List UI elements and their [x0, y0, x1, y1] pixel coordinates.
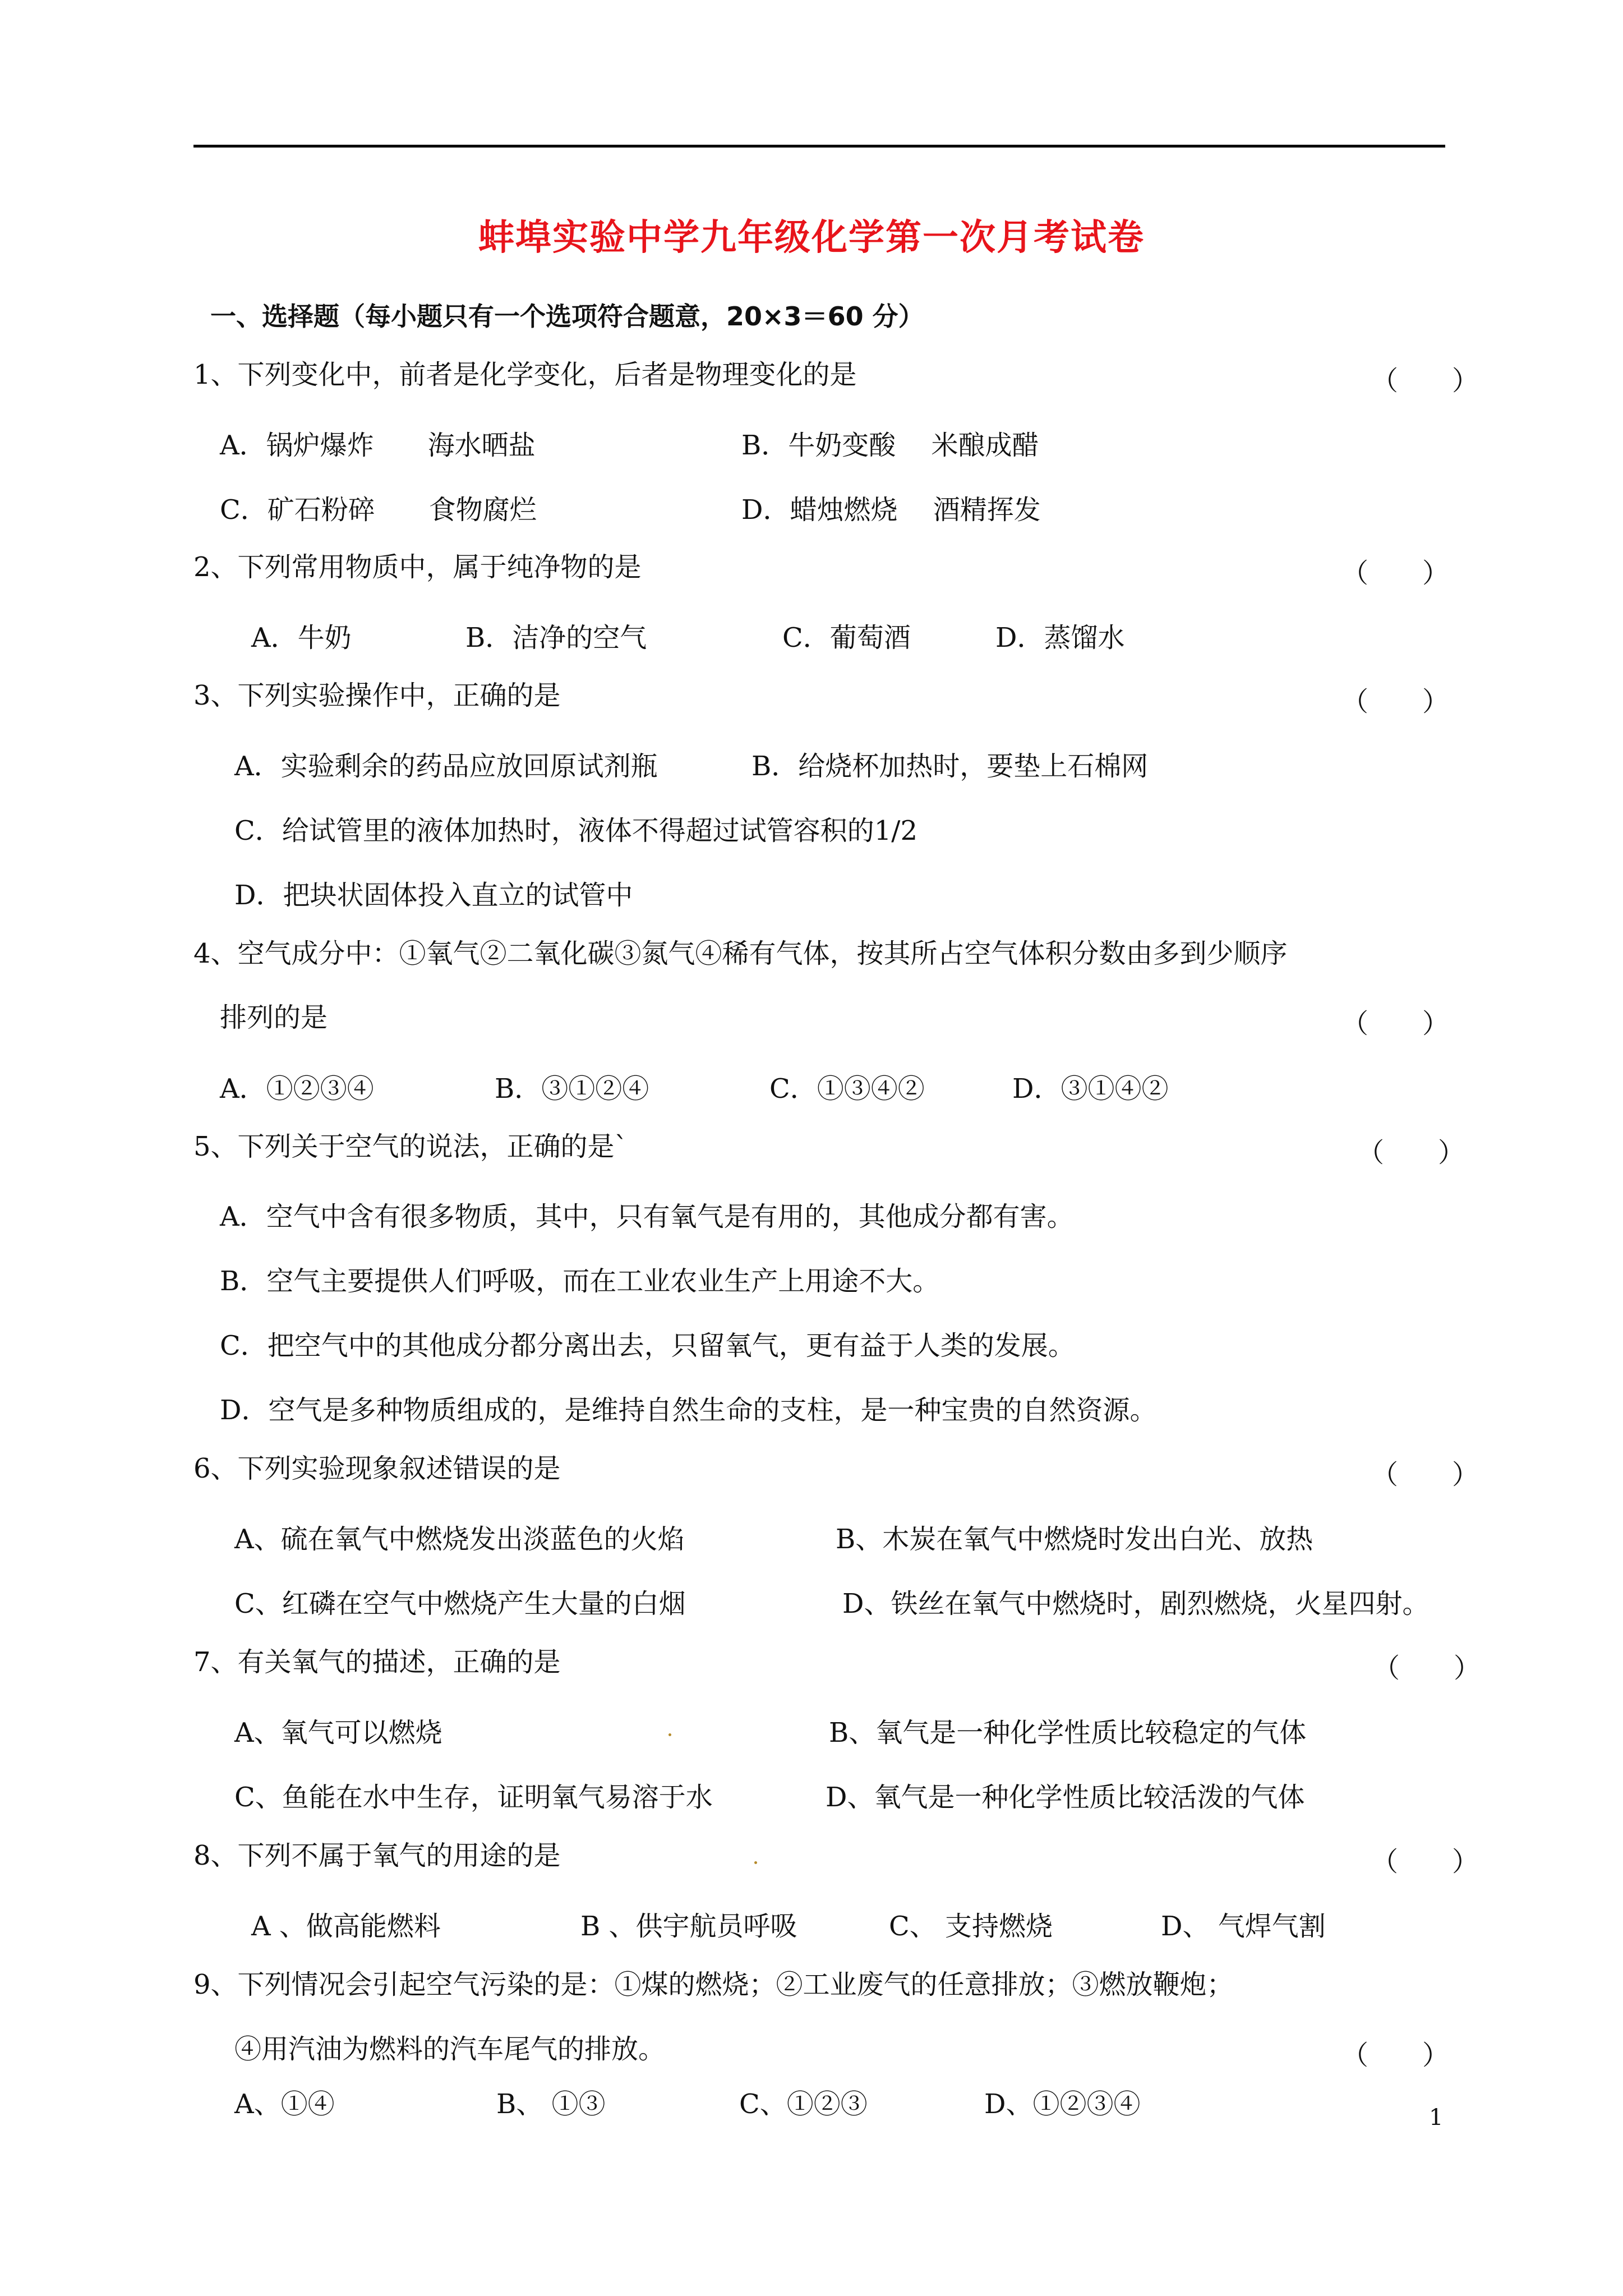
- header-rule: [193, 145, 1445, 148]
- page-number: 1: [1429, 2105, 1444, 2131]
- q4-option-c: C．①③④②: [769, 1073, 925, 1105]
- q8-option-a: A 、做高能燃料: [251, 1911, 441, 1942]
- q1-stem: 1、下列变化中，前者是化学变化，后者是物理变化的是: [193, 359, 857, 390]
- q4-stem: 4、空气成分中：①氧气②二氧化碳③氮气④稀有气体，按其所占空气体积分数由多到少顺序: [193, 938, 1288, 969]
- page-title: 蚌埠实验中学九年级化学第一次月考试卷: [478, 217, 1145, 259]
- q2-answer-bracket[interactable]: （ ）: [1341, 558, 1450, 589]
- q7-option-b: B、氧气是一种化学性质比较稳定的气体: [829, 1717, 1307, 1749]
- q2-option-a: A．牛奶: [251, 622, 352, 654]
- q3-stem: 3、下列实验操作中，正确的是: [193, 680, 561, 711]
- q4-option-d: D．③①④②: [1012, 1073, 1169, 1105]
- ink-speck: [668, 1733, 671, 1736]
- q1-option-a: A．锅炉爆炸 海水晒盐: [220, 430, 536, 461]
- q2-option-d: D．蒸馏水: [995, 622, 1125, 654]
- q5-answer-bracket[interactable]: （ ）: [1357, 1137, 1465, 1168]
- q9-stem-continued: ④用汽油为燃料的汽车尾气的排放。: [234, 2033, 666, 2065]
- q6-answer-bracket[interactable]: （ ）: [1371, 1459, 1479, 1490]
- q5-option-a: A．空气中含有很多物质，其中，只有氧气是有用的，其他成分都有害。: [220, 1201, 1074, 1232]
- q6-stem: 6、下列实验现象叙述错误的是: [193, 1453, 561, 1484]
- q6-option-b: B、木炭在氧气中燃烧时发出白光、放热: [836, 1524, 1313, 1555]
- q4-option-b: B．③①②④: [495, 1073, 649, 1105]
- q8-stem: 8、下列不属于氧气的用途的是: [193, 1840, 561, 1871]
- q5-stem: 5、下列关于空气的说法，正确的是`: [193, 1131, 628, 1162]
- q4-answer-bracket[interactable]: （ ）: [1341, 1008, 1450, 1039]
- q3-answer-bracket[interactable]: （ ）: [1341, 686, 1450, 717]
- q3-option-a: A．实验剩余的药品应放回原试剂瓶: [234, 751, 658, 782]
- q8-option-c: C、 支持燃烧: [889, 1911, 1053, 1942]
- q1-option-b: B．牛奶变酸 米酿成醋: [741, 430, 1039, 461]
- q5-option-b: B．空气主要提供人们呼吸，而在工业农业生产上用途不大。: [220, 1266, 940, 1297]
- q9-option-d: D、①②③④: [984, 2088, 1141, 2120]
- q7-answer-bracket[interactable]: （ ）: [1373, 1653, 1481, 1684]
- q2-option-c: C．葡萄酒: [782, 622, 911, 654]
- q6-option-d: D、铁丝在氧气中燃烧时，剧烈燃烧，火星四射。: [842, 1588, 1430, 1619]
- section-heading: 一、选择题（每小题只有一个选项符合题意，20×3＝60 分）: [210, 301, 924, 332]
- q6-option-c: C、红磷在空气中燃烧产生大量的白烟: [234, 1588, 686, 1619]
- q9-option-a: A、①④: [234, 2088, 335, 2120]
- q8-option-b: B 、供宇航员呼吸: [580, 1911, 797, 1942]
- q9-stem: 9、下列情况会引起空气污染的是：①煤的燃烧；②工业废气的任意排放；③燃放鞭炮；: [193, 1969, 1234, 2000]
- q7-stem: 7、有关氧气的描述，正确的是: [193, 1646, 561, 1678]
- q5-option-d: D．空气是多种物质组成的，是维持自然生命的支柱，是一种宝贵的自然资源。: [220, 1395, 1157, 1426]
- q6-option-a: A、硫在氧气中燃烧发出淡蓝色的火焰: [234, 1524, 685, 1555]
- q2-option-b: B．洁净的空气: [465, 622, 647, 654]
- ink-speck: [754, 1861, 757, 1864]
- q1-option-c: C．矿石粉碎 食物腐烂: [220, 494, 537, 526]
- q9-option-b: B、 ①③: [496, 2088, 606, 2120]
- q3-option-c: C．给试管里的液体加热时，液体不得超过试管容积的1/2: [234, 815, 917, 846]
- q7-option-a: A、氧气可以燃烧: [234, 1717, 442, 1749]
- q9-answer-bracket[interactable]: （ ）: [1341, 2040, 1450, 2071]
- q7-option-d: D、氧气是一种化学性质比较活泼的气体: [826, 1782, 1305, 1813]
- q9-option-c: C、①②③: [739, 2088, 868, 2120]
- q4-stem-continued: 排列的是: [220, 1002, 328, 1033]
- q3-option-b: B．给烧杯加热时，要垫上石棉网: [751, 751, 1149, 782]
- q8-answer-bracket[interactable]: （ ）: [1371, 1846, 1479, 1878]
- q8-option-d: D、 气焊气割: [1161, 1911, 1326, 1942]
- q3-option-d: D．把块状固体投入直立的试管中: [234, 880, 633, 911]
- q1-answer-bracket[interactable]: （ ）: [1371, 365, 1479, 397]
- q5-option-c: C．把空气中的其他成分都分离出去，只留氧气，更有益于人类的发展。: [220, 1330, 1075, 1361]
- q1-option-d: D．蜡烛燃烧 酒精挥发: [741, 494, 1041, 526]
- q7-option-c: C、鱼能在水中生存，证明氧气易溶于水: [234, 1782, 713, 1813]
- q4-option-a: A．①②③④: [220, 1073, 374, 1105]
- q2-stem: 2、下列常用物质中，属于纯净物的是: [193, 551, 642, 583]
